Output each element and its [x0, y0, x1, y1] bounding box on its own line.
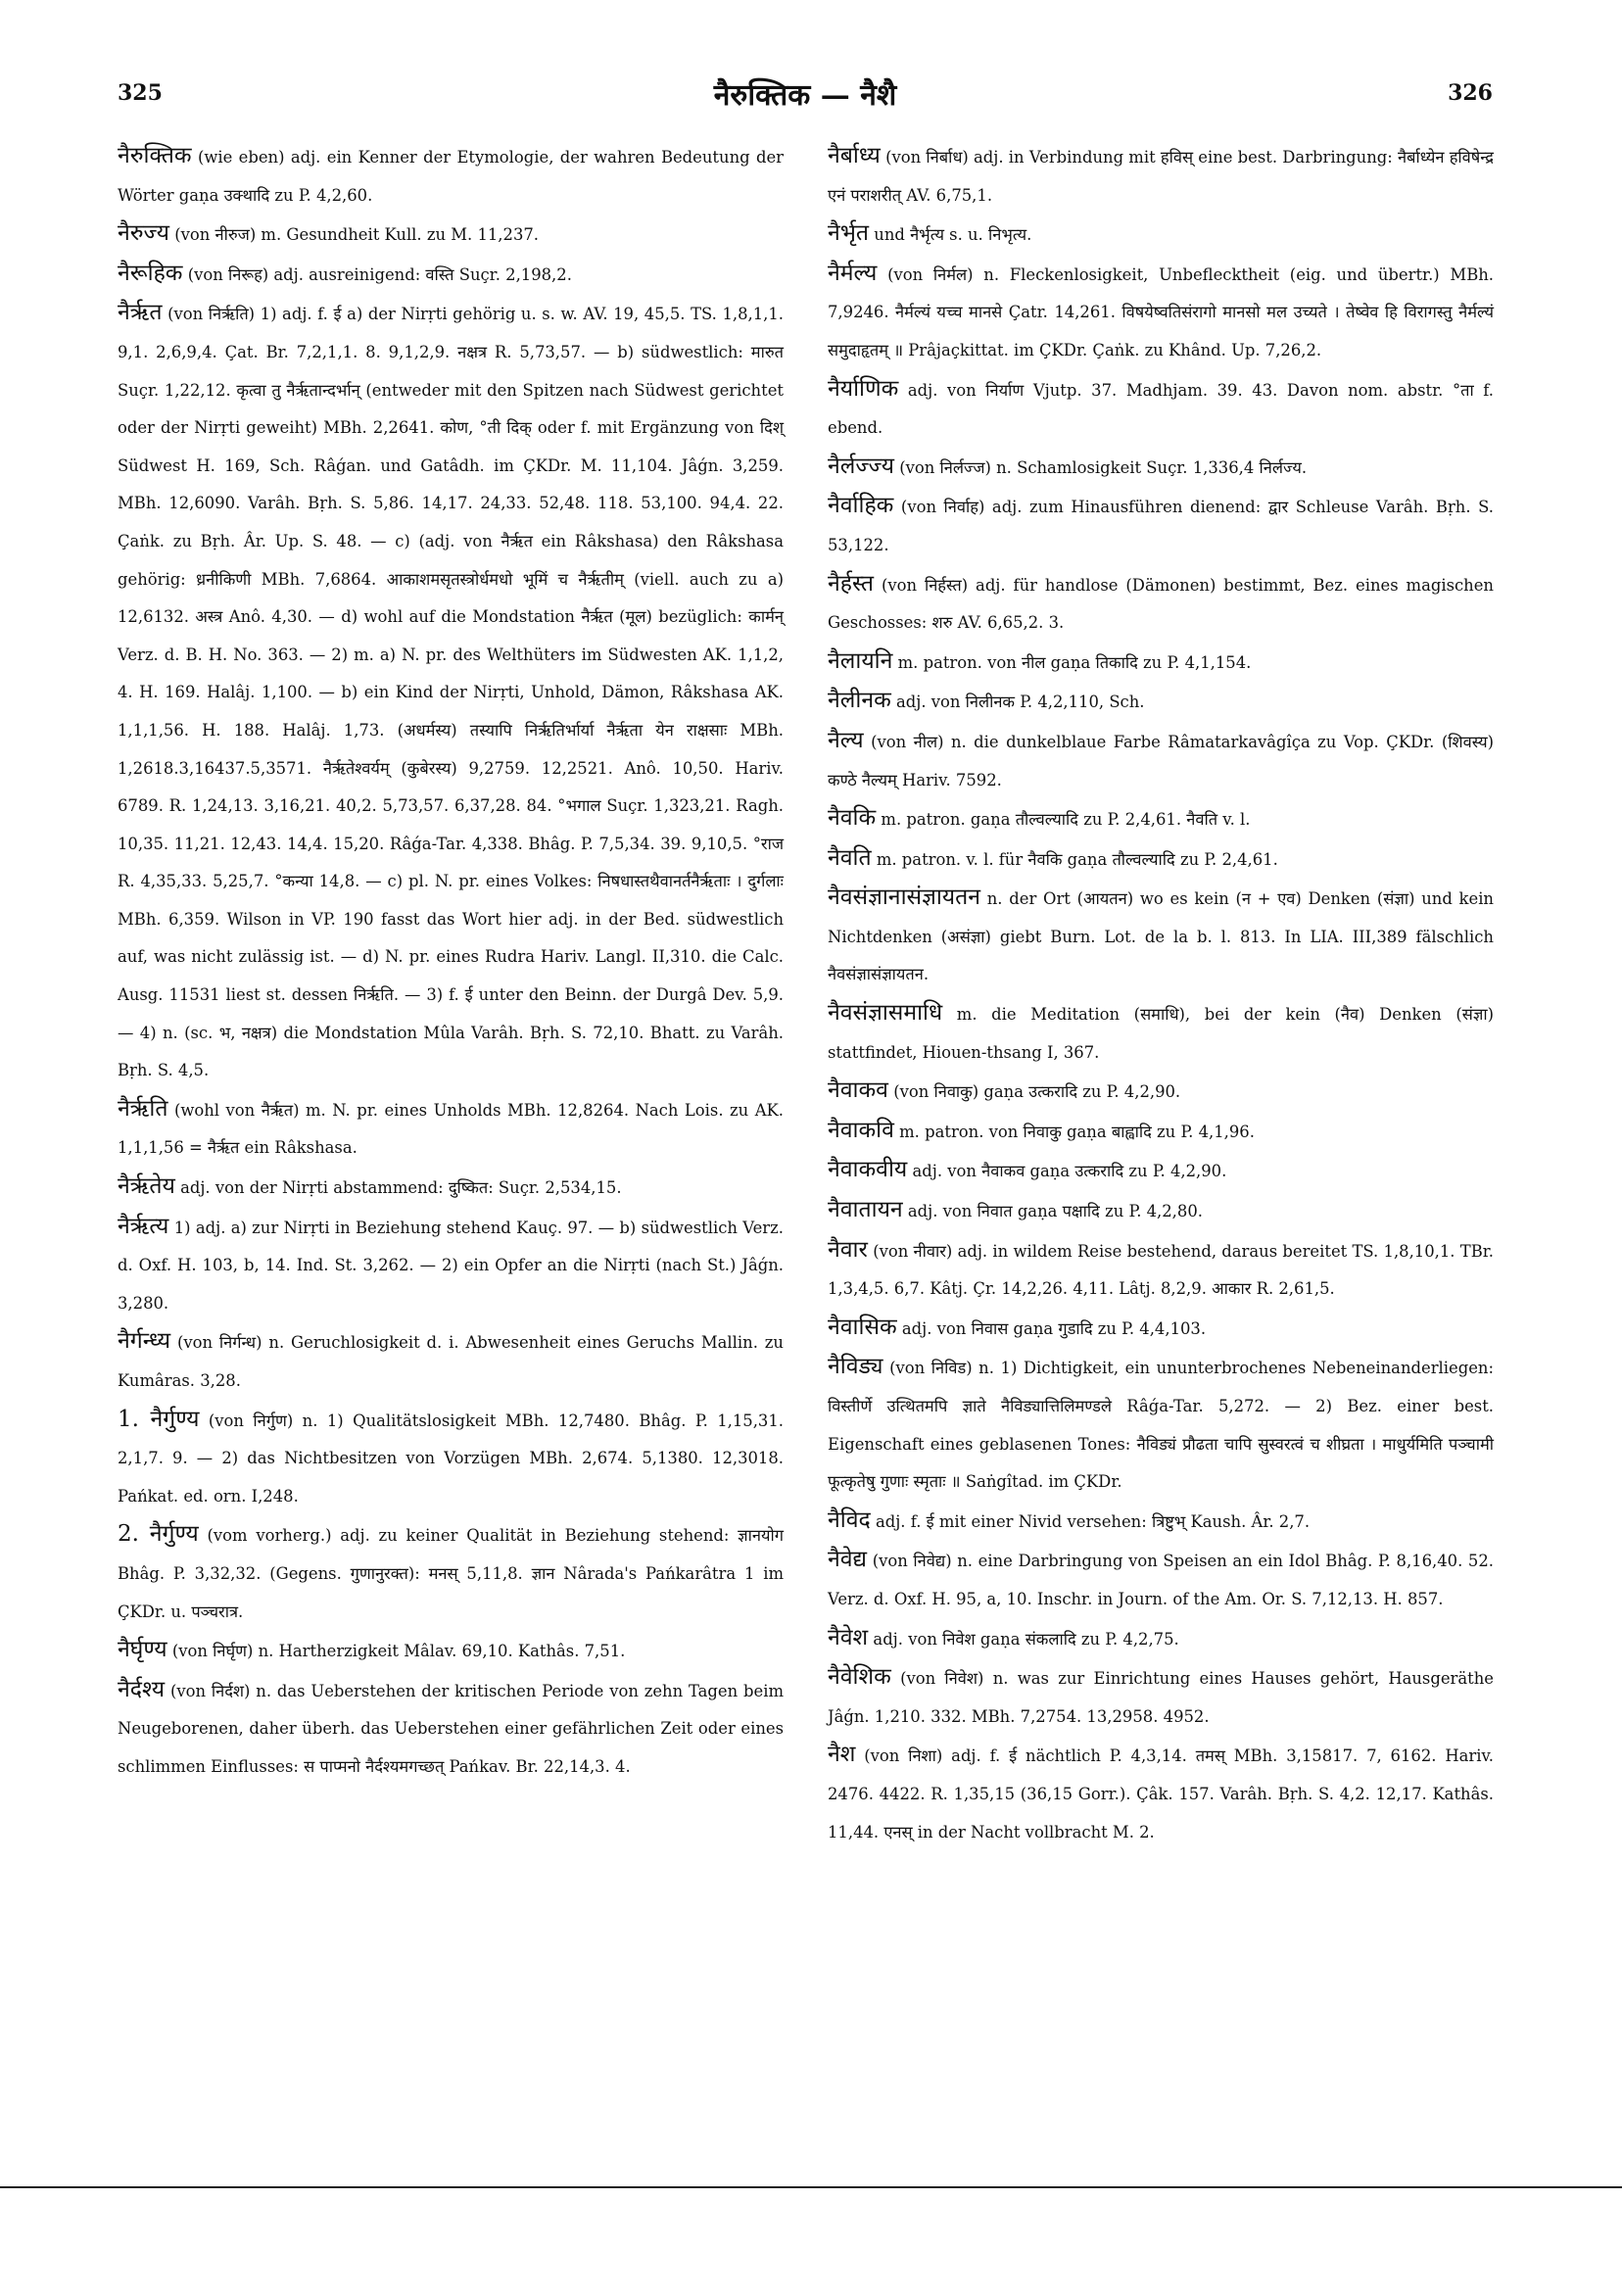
- entry-text: adj. von निवास gaṇa गुडादि zu P. 4,4,103.: [901, 1318, 1207, 1338]
- entry-text: und नैर्भृत्य s. u. निभृत्य.: [874, 225, 1032, 245]
- entry-headword: नैर्बाध्य: [828, 143, 881, 168]
- entry-headword: नैलायनि: [828, 647, 893, 674]
- entry-headword: नैविड्य: [828, 1354, 883, 1380]
- dictionary-entry: [828, 370, 1494, 448]
- dictionary-entry: [118, 1168, 784, 1208]
- entry-text: (von नील) n. die dunkelblaue Farbe Râmatarkavâgîça zu Vop. ÇKDr. (शिवस्य) कण्ठे नैल्यम् Hariv. 7592.: [828, 732, 1494, 789]
- entry-text: (wohl von नैर्ऋत) m. N. pr. eines Unholds MBh. 12,8264. Nach Lois. zu AK. 1,1,1,56 = नैर्ऋत ein Râkshasa.: [118, 1100, 784, 1158]
- entry-headword: नैवाकव: [828, 1077, 888, 1104]
- page-header: [118, 69, 1493, 118]
- entry-headword: नैर्लज्ज्य: [828, 453, 895, 479]
- dictionary-entry: [118, 1671, 784, 1787]
- dictionary-entry: [828, 1191, 1494, 1231]
- dictionary-entry: [828, 1541, 1494, 1618]
- entry-headword: नैवेश: [828, 1624, 869, 1650]
- entry-headword: नैवेद्य: [828, 1547, 868, 1573]
- entry-headword: नैर्हस्त: [828, 570, 875, 597]
- dictionary-entry: [828, 1231, 1494, 1309]
- dictionary-entry: [118, 294, 784, 1089]
- entry-text: (von निरूह) adj. ausreinigend: वस्ति Suçr. 2,198,2.: [187, 264, 572, 284]
- entry-headword: नैवकि: [828, 805, 877, 832]
- left-page-number: 325: [118, 80, 163, 106]
- dictionary-entry: [118, 215, 784, 255]
- entry-headword: नैर्घृण्य: [118, 1637, 167, 1663]
- left-column: [118, 137, 784, 1787]
- entry-headword: नैर्ऋतेय: [118, 1173, 175, 1200]
- dictionary-entry: [118, 1322, 784, 1400]
- entry-headword: नैर्भृत: [828, 220, 870, 247]
- dictionary-entry: [828, 1348, 1494, 1501]
- dictionary-entry: [118, 1090, 784, 1168]
- entry-text: adj. von निवेश gaṇa संकलादि zu P. 4,2,75.: [873, 1629, 1179, 1649]
- entry-headword: नैवसंज्ञासमाधि: [828, 1000, 943, 1027]
- dictionary-entry: [828, 1658, 1494, 1736]
- entry-text: (von निर्ऋति) 1) adj. f. ई a) der Nirṛti gehörig u. s. w. AV. 19, 45,5. TS. 1,8,1,1. 9,1. 2,6,9,4. Çat. Br. 7,2,1,1. 8. 9,1,2,9. नक्षत्र R. 5,73,57. — b) südwestlich: मारुत Suçr. 1,22,12. कृत्वा तु नैर्ऋतान्दर्भान् (entweder mit den Spitzen nach Südwest gerichtet oder der Nirṛti geweiht) MBh. 2,2641. कोण, °ती दिक् oder f. mit Ergänzung von दिश् Südwest H. 169, Sch. Râǵan. und Gatâdh. im ÇKDr. M. 11,104. Jâǵn. 3,259. MBh. 12,6090. Varâh. Bṛh. S. 5,86. 14,17. 24,33. 52,48. 118. 53,100. 94,4. 22. Çaṅk. zu Bṛh. Âr. Up. S. 48. — c) (adj. von नैर्ऋत ein Râkshasa) den Râkshasa gehörig: ध्रनीकिणी MBh. 7,6864. आकाशमसृतस्त्रोर्धमधो भूमिं च नैर्ऋतीम् (viell. auch zu a) 12,6132. अस्त्र Anô. 4,30. — d) wohl auf die Mondstation नैर्ऋत (मूल) bezüglich: कार्मन् Verz. d. B. H. No. 363. — 2) m. a) N. pr. des Welthüters im Südwesten AK. 1,1,2, 4. H. 169. Halâj. 1,100. — b) ein Kind der Nirṛti, Unhold, Dämon, Râkshasa AK. 1,1,1,56. H. 188. Halâj. 1,73. (अधर्मस्य) तस्यापि निर्ऋतिर्भार्या नैर्ऋता येन राक्षसाः MBh. 1,2618.3,16437.5,3571. नैर्ऋतेश्वर्यम् (कुबेरस्य) 9,2759. 12,2521. Anô. 10,50. Hariv. 6789. R. 1,24,13. 3,16,21. 40,2. 5,73,57. 6,37,28. 84. °भगाल Suçr. 1,323,21. Ragh. 10,35. 11,21. 12,43. 14,4. 15,20. Râǵa-Tar. 4,338. Bhâg. P. 7,5,34. 39. 9,10,5. °राज R. 4,35,33. 5,25,7. °कन्या 14,8. — c) pl. N. pr. eines Volkes: निषधास्तथैवानर्तनैर्ऋताः । दुर्गलाः MBh. 6,359. Wilson in VP. 190 fasst das Wort hier adj. in der Bed. südwestlich auf, was nicht zulässig ist. — d) N. pr. eines Rudra Hariv. Langl. II,310. die Calc. Ausg. 11531 liest st. dessen निर्ऋति. — 3) f. ई unter den Beinn. der Durgâ Dev. 5,9. — 4) n. (sc. भ, नक्षत्र) die Mondstation Mûla Varâh. Bṛh. S. 72,10. Bhatt. zu Varâh. Bṛh. S. 4,5.: [118, 305, 784, 1080]
- entry-headword: नैरूहिक: [118, 260, 183, 286]
- dictionary-entry: [828, 799, 1494, 839]
- entry-text: m. patron. von नील gaṇa तिकादि zu P. 4,1,154.: [897, 652, 1252, 672]
- entry-headword: 2. नैर्गुण्य: [118, 1521, 199, 1548]
- dictionary-entry: [118, 255, 784, 295]
- entry-headword: नैश: [828, 1742, 856, 1768]
- entry-text: (wie eben) adj. ein Kenner der Etymologie, der wahren Bedeutung der Wörter gaṇa उक्थादि zu P. 4,2,60.: [118, 148, 784, 205]
- entry-text: adj. f. ई mit einer Nivid versehen: त्रिष्टुभ् Kaush. Âr. 2,7.: [875, 1511, 1311, 1531]
- entry-text: (von निवेश) n. was zur Einrichtung eines Hauses gehört, Hausgeräthe Jâǵn. 1,210. 332. MBh. 7,2754. 13,2958. 4952.: [828, 1669, 1494, 1726]
- entry-text: (von नीवार) adj. in wildem Reise bestehend, daraus bereitet TS. 1,8,10,1. TBr. 1,3,4,5. 6,7. Kâtj. Çr. 14,2,26. 4,11. Lâtj. 8,2,9. आकार R. 2,61,5.: [828, 1241, 1494, 1299]
- dictionary-entry: [118, 1631, 784, 1671]
- entry-text: (vom vorherg.) adj. zu keiner Qualität in Beziehung stehend: ज्ञानयोग Bhâg. P. 3,32,32. (Gegens. गुणानुरक्त): मनस् 5,11,8. ज्ञान Nârada's Pańkarâtra 1 im ÇKDr. u. पञ्चरात्र.: [118, 1526, 785, 1621]
- entry-text: adj. von der Nirṛti abstammend: दुष्कित: Suçr. 2,534,15.: [180, 1178, 622, 1198]
- entry-text: adj. von निर्याण Vjutp. 37. Madhjam. 39. 43. Davon nom. abstr. °ता f. ebend.: [828, 380, 1494, 438]
- entry-headword: नैवाकवीय: [828, 1157, 908, 1183]
- dictionary-entry: [828, 682, 1494, 722]
- right-page-number: 326: [1448, 80, 1493, 106]
- entry-headword: नैवेशिक: [828, 1664, 891, 1691]
- entry-text: 1) adj. a) zur Nirṛti in Beziehung stehend Kauç. 97. — b) südwestlich Verz. d. Oxf. H. 103, b, 14. Ind. St. 3,262. — 2) ein Opfer an die Nirṛti (nach St.) Jâǵn. 3,280.: [118, 1218, 784, 1313]
- entry-text: m. die Meditation (समाधि), bei der kein (नैव) Denken (संज्ञा) stattfindet, Hiouen-thsang I, 367.: [828, 1005, 1494, 1062]
- entry-text: m. patron. von निवाकु gaṇa बाह्वादि zu P. 4,1,96.: [899, 1122, 1255, 1141]
- entry-headword: नैर्मल्य: [828, 260, 878, 286]
- dictionary-entry: [118, 1401, 784, 1516]
- entry-text: (von निशा) adj. f. ई nächtlich P. 4,3,14. तमस् MBh. 3,15817. 7, 6162. Hariv. 2476. 4422. R. 1,35,15 (36,15 Gorr.). Çâk. 157. Varâh. Bṛh. S. 4,2. 12,17. Kathâs. 11,44. एनस् in der Nacht vollbracht M. 2.: [828, 1746, 1494, 1842]
- entry-text: (von निवेद्य) n. eine Darbringung von Speisen an ein Idol Bhâg. P. 8,16,40. 52. Verz. d. Oxf. H. 95, a, 10. Inschr. in Journ. of the Am. Or. S. 7,12,13. H. 857.: [828, 1552, 1495, 1608]
- entry-headword: नैर्याणिक: [828, 375, 899, 402]
- dictionary-entry: [828, 1502, 1494, 1542]
- dictionary-entry: [828, 722, 1494, 799]
- entry-headword: नैरुज्य: [118, 220, 170, 247]
- entry-headword: नैर्ऋत: [118, 300, 163, 326]
- entry-headword: नैरुक्तिक: [118, 143, 192, 168]
- entry-headword: नैवार: [828, 1236, 868, 1263]
- entry-text: (von नीरुज) m. Gesundheit Kull. zu M. 11,237.: [174, 225, 540, 245]
- entry-text: m. patron. v. l. für नैवकि gaṇa तौल्वल्यादि zu P. 2,4,61.: [876, 849, 1278, 869]
- entry-text: (von निर्बाध) adj. in Verbindung mit हविस् eine best. Darbringung: नैर्बाध्येन हविषेन्द्र एनं पराशरीत् AV. 6,75,1.: [828, 148, 1495, 205]
- dictionary-entry: [828, 1151, 1494, 1191]
- entry-headword: नैर्गन्ध्य: [118, 1328, 171, 1355]
- entry-headword: नैर्दश्य: [118, 1676, 166, 1702]
- dictionary-entry: [828, 1112, 1494, 1152]
- entry-headword: नैविद: [828, 1507, 871, 1533]
- dictionary-entry: [828, 565, 1494, 643]
- dictionary-entry: [828, 448, 1494, 488]
- right-column: [828, 137, 1494, 1851]
- dictionary-entry: [828, 1736, 1494, 1851]
- entry-headword: 1. नैर्गुण्य: [118, 1406, 200, 1432]
- dictionary-entry: [118, 137, 784, 215]
- entry-text: adj. von निलीनक P. 4,2,110, Sch.: [895, 693, 1145, 712]
- entry-headword: नैर्ऋत्य: [118, 1213, 169, 1239]
- entry-headword: नैल्य: [828, 727, 864, 753]
- dictionary-entry: [828, 1072, 1494, 1112]
- entry-headword: नैवासिक: [828, 1314, 897, 1340]
- entry-text: (von निर्मल) n. Fleckenlosigkeit, Unbeflecktheit (eig. und übertr.) MBh. 7,9246. नैर्मल्यं यच्च मानसे Çatr. 14,261. विषयेष्वतिसंरागो मानसो मल उच्यते । तेष्वेव हि विरागस्तु नैर्मल्यं समुदाहृतम् ॥ Prâjaçkittat. im ÇKDr. Çaṅk. zu Khând. Up. 7,26,2.: [828, 264, 1495, 359]
- dictionary-entry: [118, 1208, 784, 1323]
- entry-headword: नैवाकवि: [828, 1117, 894, 1143]
- entry-headword: नैलीनक: [828, 688, 891, 714]
- dictionary-entry: [828, 255, 1494, 370]
- entry-headword: नैवातायन: [828, 1197, 903, 1223]
- entry-text: (von निर्घृण) n. Hartherzigkeit Mâlav. 69,10. Kathâs. 7,51.: [171, 1642, 626, 1661]
- entry-headword: नैर्ऋति: [118, 1095, 168, 1122]
- entry-text: (von निर्गुण) n. 1) Qualitätslosigkeit MBh. 12,7480. Bhâg. P. 1,15,31. 2,1,7. 9. — 2) das Nichtbesitzen von Vorzügen MBh. 2,674. 5,1380. 12,3018. Pańkat. ed. orn. I,248.: [118, 1411, 784, 1506]
- dictionary-entry: [828, 137, 1494, 215]
- entry-headword: नैर्वाहिक: [828, 493, 894, 519]
- entry-text: (von निर्हस्त) adj. für handlose (Dämonen) bestimmt, Bez. eines magischen Geschosses: शरु AV. 6,65,2. 3.: [828, 575, 1494, 633]
- dictionary-entry: [828, 879, 1494, 994]
- running-title: नैरुक्तिक — नैशै: [713, 77, 897, 113]
- entry-text: adj. von निवात gaṇa पक्षादि zu P. 4,2,80.: [907, 1202, 1203, 1221]
- dictionary-entry: [828, 839, 1494, 880]
- entry-text: (von निर्दश) n. das Ueberstehen der kritischen Periode von zehn Tagen beim Neugeborenen, daher überh. das Ueberstehen einer gefährlichen Zeit oder eines schlimmen Einflusses: स पाप्मनो नैर्दश्यमगच्छत् Pańkav. Br. 22,14,3. 4.: [118, 1681, 784, 1776]
- dictionary-entry: [828, 1619, 1494, 1659]
- dictionary-entry: [828, 643, 1494, 683]
- entry-text: (von निविड) n. 1) Dichtigkeit, ein ununterbrochenes Nebeneinanderliegen: विस्तीर्णे उत्थितमपि ज्ञाते नैविड्यात्तिलिमण्डले Râǵa-Tar. 5,272. — 2) Bez. einer best. Eigenschaft eines geblasenen Tones: नैविड्यं प्रौढता चापि सुस्वरत्वं च शीघ्रता । माधुर्यमिति पञ्चामी फूत्कृतेषु गुणाः स्मृताः ॥ Saṅgîtad. im ÇKDr.: [828, 1359, 1494, 1492]
- dictionary-entry: [828, 994, 1494, 1072]
- bottom-rule: [0, 2186, 1622, 2188]
- entry-headword: नैवति: [828, 844, 872, 871]
- entry-text: m. patron. gaṇa तौल्वल्यादि zu P. 2,4,61. नैवति v. l.: [881, 810, 1251, 830]
- entry-text: n. der Ort (आयतन) wo es kein (न + एव) Denken (संज्ञा) und kein Nichtdenken (असंज्ञा) giebt Burn. Lot. de la b. l. 813. In LIA. III,389 fälschlich नैवसंज्ञासंज्ञायतन.: [828, 889, 1494, 984]
- entry-text: (von निर्गन्ध) n. Geruchlosigkeit d. i. Abwesenheit eines Geruchs Mallin. zu Kumâras. 3,28.: [118, 1333, 784, 1390]
- entry-text: (von निर्वाह) adj. zum Hinausführen dienend: द्वार Schleuse Varâh. Bṛh. S. 53,122.: [828, 498, 1494, 554]
- entry-text: adj. von नैवाकव gaṇa उत्करादि zu P. 4,2,90.: [912, 1162, 1227, 1181]
- dictionary-entry: [118, 1515, 784, 1631]
- dictionary-entry: [828, 487, 1494, 564]
- entry-text: (von निवाकु) gaṇa उत्करादि zu P. 4,2,90.: [893, 1082, 1181, 1102]
- entry-headword: नैवसंज्ञानासंज्ञायतन: [828, 885, 980, 911]
- entry-text: (von निर्लज्ज) n. Schamlosigkeit Suçr. 1,336,4 निर्लज्य.: [899, 457, 1308, 477]
- dictionary-entry: [828, 215, 1494, 255]
- dictionary-entry: [828, 1309, 1494, 1349]
